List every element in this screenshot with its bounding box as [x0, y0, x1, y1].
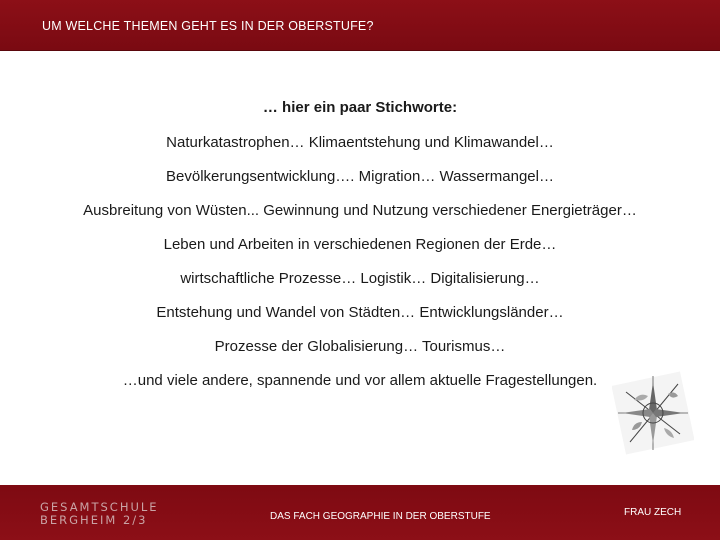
compass-rose-icon — [612, 370, 694, 456]
footer-course-title: DAS FACH GEOGRAPHIE IN DER OBERSTUFE — [270, 511, 491, 522]
slide-title: UM WELCHE THEMEN GEHT ES IN DER OBERSTUFE? — [42, 19, 374, 33]
topic-line: Naturkatastrophen… Klimaentstehung und Klimawandel… — [166, 134, 554, 151]
school-logo — [40, 501, 159, 527]
intro-text: … hier ein paar Stichworte: — [262, 99, 458, 116]
topic-line: Ausbreitung von Wüsten... Gewinnung und Nutzung verschiedener Energieträger… — [83, 202, 637, 219]
topic-line: Prozesse der Globalisierung… Tourismus… — [214, 338, 506, 355]
header-bar — [0, 0, 720, 51]
slide-content — [0, 90, 720, 398]
school-logo-line: GESAMTSCHULE — [40, 500, 159, 514]
topic-line: …und viele andere, spannende und vor allem aktuelle Fragestellungen. — [122, 372, 598, 389]
topic-line: Bevölkerungsentwicklung…. Migration… Wassermangel… — [166, 168, 554, 185]
footer-bar — [0, 485, 720, 540]
topic-line: Entstehung und Wandel von Städten… Entwicklungsländer… — [156, 304, 564, 321]
topic-line: wirtschaftliche Prozesse… Logistik… Digitalisierung… — [180, 270, 540, 287]
footer-author: FRAU ZECH — [624, 507, 682, 518]
school-logo-line: BERGHEIM 2/3 — [40, 513, 148, 527]
topic-line: Leben und Arbeiten in verschiedenen Regionen der Erde… — [163, 236, 557, 253]
